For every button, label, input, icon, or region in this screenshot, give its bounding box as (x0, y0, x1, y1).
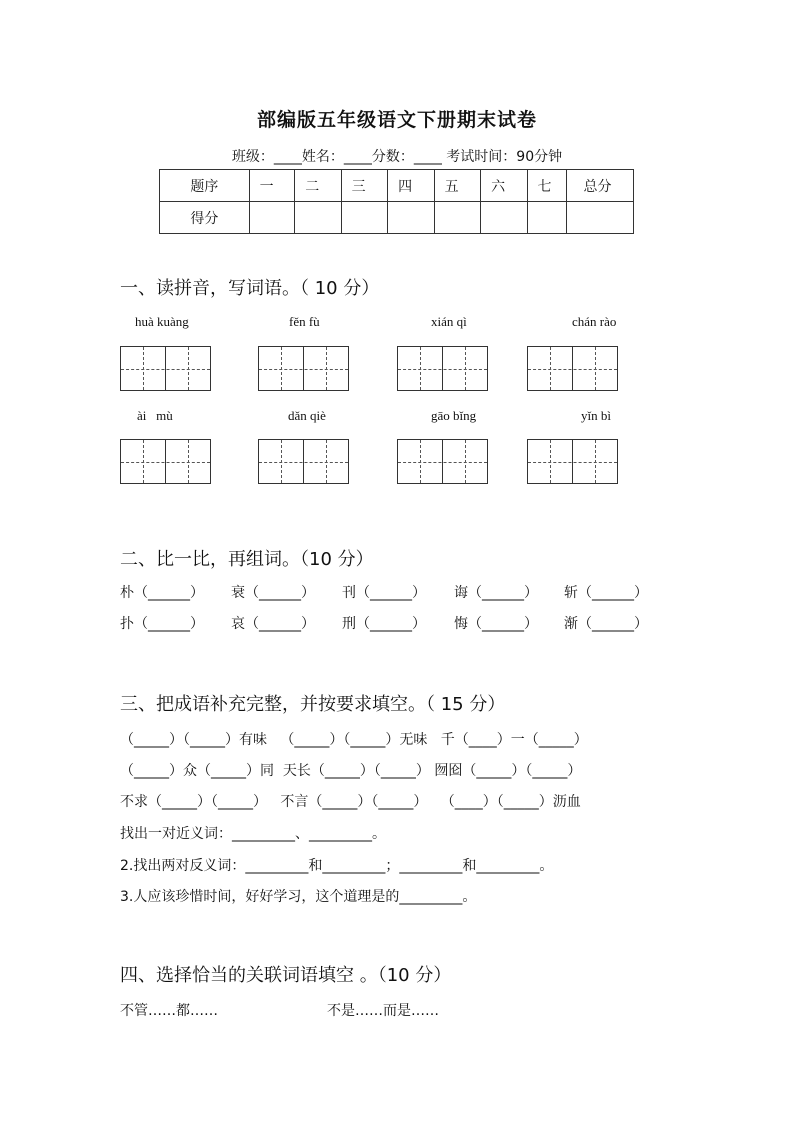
writing-grid[interactable] (397, 346, 488, 391)
table-cell: 得分 (160, 202, 250, 234)
question-meaning: 3.人应该珍惜时间，好好学习，这个道理是的_________。 (120, 889, 477, 905)
table-cell: 七 (527, 170, 567, 202)
idiom-line-3: 不求（_____）（_____） 不言（_____）（_____） （____）（_____）沥血 (120, 794, 581, 810)
score-cell[interactable] (567, 202, 634, 234)
writing-grid[interactable] (527, 346, 618, 391)
compare-item: 斩（______） (564, 585, 648, 601)
compare-item: 衰（______） (231, 585, 315, 601)
idiom-line-1: （_____）（_____）有味 （_____）（_____）无味 千（____）一（_____） (120, 732, 588, 748)
pinyin-label: huà kuàng (135, 314, 189, 329)
compare-item: 悔（______） (454, 616, 538, 632)
writing-grid[interactable] (120, 439, 211, 484)
pinyin-label: ài mù (137, 408, 173, 423)
section-2-heading: 二、比一比，再组词。（10 分） (120, 549, 374, 570)
score-table (159, 169, 634, 234)
score-cell[interactable] (249, 202, 295, 234)
conjunction-option: 不是……而是…… (327, 1003, 439, 1019)
table-cell: 六 (481, 170, 527, 202)
idiom-line-2: （_____）众（_____）同 天长（_____）（_____） 囫囵（_____）（_____） (120, 763, 582, 779)
compare-row-2 (120, 613, 648, 633)
score-cell[interactable] (388, 202, 434, 234)
writing-grid[interactable] (120, 346, 211, 391)
question-antonym: 2.找出两对反义词：_________和_________；_________和_________。 (120, 858, 554, 874)
compare-item: 哀（______） (231, 616, 315, 632)
compare-item: 刊（______） (342, 585, 426, 601)
section-4-heading: 四、选择恰当的关联词语填空 。（10 分） (120, 965, 452, 986)
compare-item: 诲（______） (454, 585, 538, 601)
compare-item: 扑（______） (120, 616, 204, 632)
pinyin-label: dǎn qiè (288, 408, 326, 423)
pinyin-label: chán rào (572, 314, 617, 329)
table-cell: 四 (388, 170, 434, 202)
table-cell: 一 (249, 170, 295, 202)
pinyin-label: gāo bǐng (431, 408, 477, 423)
score-cell[interactable] (481, 202, 527, 234)
table-cell: 五 (434, 170, 480, 202)
writing-grid[interactable] (397, 439, 488, 484)
table-cell: 三 (341, 170, 387, 202)
score-cell[interactable] (341, 202, 387, 234)
question-synonym: 找出一对近义词：_________、_________。 (120, 826, 386, 842)
section-1-heading: 一、读拼音，写词语。（ 10 分） (120, 278, 380, 299)
page-title: 部编版五年级语文下册期末试卷 (256, 109, 537, 131)
table-cell: 题序 (160, 170, 250, 202)
pinyin-label: xián qì (431, 314, 467, 329)
table-row (160, 202, 634, 234)
score-cell[interactable] (295, 202, 341, 234)
compare-item: 渐（______） (564, 616, 648, 632)
table-row (160, 170, 634, 202)
student-info-line: 班级：____姓名：____分数：____ 考试时间：90分钟 (231, 149, 563, 165)
writing-grid[interactable] (258, 346, 349, 391)
score-cell[interactable] (527, 202, 567, 234)
pinyin-label: fěn fù (289, 314, 320, 329)
compare-row-1 (120, 582, 648, 602)
compare-item: 朴（______） (120, 585, 204, 601)
conjunction-option: 不管……都…… (120, 1003, 218, 1019)
table-cell: 总分 (567, 170, 634, 202)
pinyin-label: yǐn bì (581, 408, 611, 423)
writing-grid[interactable] (258, 439, 349, 484)
compare-item: 刑（______） (342, 616, 426, 632)
writing-grid[interactable] (527, 439, 618, 484)
section-3-heading: 三、把成语补充完整，并按要求填空。（ 15 分） (120, 694, 506, 715)
score-cell[interactable] (434, 202, 480, 234)
table-cell: 二 (295, 170, 341, 202)
